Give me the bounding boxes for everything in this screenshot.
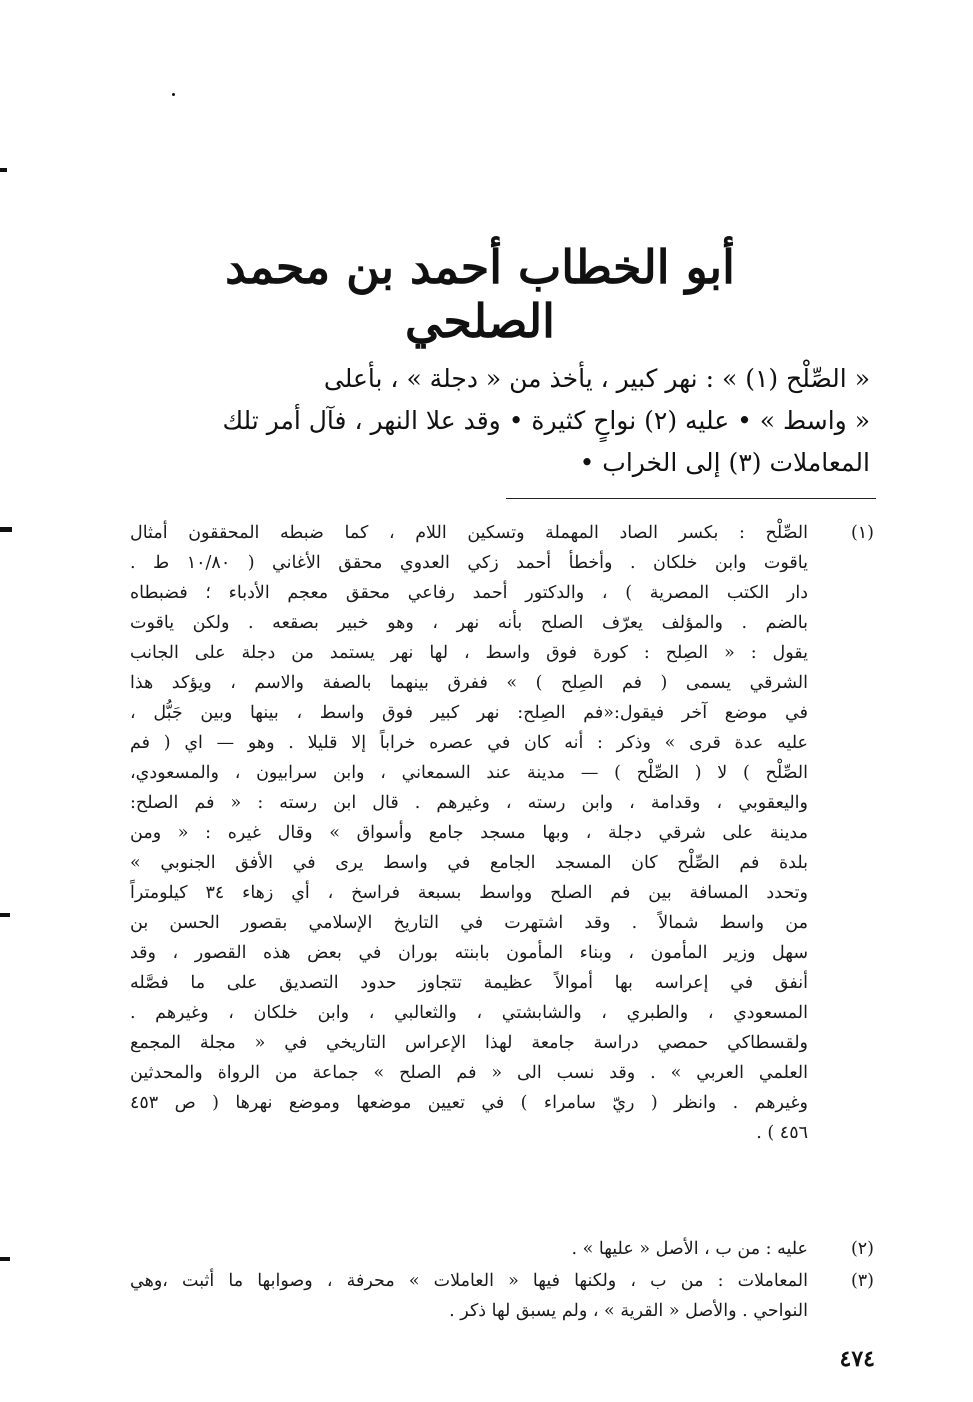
scan-mark [0,913,10,917]
footnote-text [130,1234,808,1264]
footnote-line: سهل وزير المأمون ، وبناء المأمون بابنته بوران في بعض هذه القصور ، وقد [130,943,808,963]
footnote-line: الصِّلْح : بكسر الصاد المهملة وتسكين اللام ، كما ضبطه المحققون أمثال [130,523,808,543]
footnote-line: من واسط شمالاً . وقد اشتهرت في التاريخ الإسلامي بقصور الحسن بن [130,913,808,933]
footnote-line: مدينة على شرقي دجلة ، وبها مسجد جامع وأسواق » وقال غيره : « ومن [130,823,808,843]
footnote-line: ٤٥٦ ) . [756,1123,808,1143]
footnote-line: عليه : من ب ، الأصل « عليها » . [571,1239,808,1259]
footnote-line: العلمي العربي » . وقد نسب الى « فم الصلح » جماعة من الرواة والمحدثين [130,1063,808,1083]
footnote-line: المعاملات : من ب ، ولكنها فيها « العاملات » محرفة ، وصوابها ما أثبت ،وهي [130,1271,808,1291]
footnote-line: في موضع آخر فيقول:«فم الصِلح: نهر كبير فوق واسط ، بينها وبين جَبُّل ، [130,703,808,723]
scan-mark [0,527,12,532]
footnote-line: بالضم . والمؤلف يعرّف الصلح بأنه نهر ، وهو خبير بصقعه . ولكن ياقوت [130,613,808,633]
footnote-line: عليه عدة قرى » وذكر : أنه كان في عصره خراباً إلا قليلا . وهو — اي ( فم [130,733,808,753]
footnote-line: الصِّلْح ) لا ( الصِّلْح ) — مدينة عند السمعاني ، وابن سرابيون ، والمسعودي، [130,763,808,783]
footnote-line: دار الكتب المصرية ) ، والدكتور أحمد رفاعي محقق معجم الأدباء ؛ فضبطاه [130,583,808,603]
footnote-line: الشرقي يسمى ( فم الصِلح ) » ففرق بينهما بالصفة والاسم ، ويؤكد هذا [130,673,808,693]
entry-title: أبو الخطاب أحمد بن محمد الصلحي [225,240,735,348]
footnote-number: (٢) [850,1239,874,1259]
footnote-1 [130,518,874,1238]
footnote-line: وتحدد المسافة بين فم الصلح وواسط بسبعة فراسخ ، أي زهاء ٣٤ كيلومتراً [130,883,808,903]
main-text-line: المعاملات (٣) إلى الخراب • [579,448,870,477]
scan-mark [0,168,7,172]
scan-mark [172,93,175,96]
footnote-2 [130,1234,874,1266]
footnote-line: وغيرهم . وانظر ( ريّ سامراء ) في تعيين موضعها وموضع نهرها ( ص ٤٥٣ [130,1093,808,1113]
scan-mark [0,1257,10,1261]
footnote-text [130,1266,808,1326]
footnote-line: بلدة فم الصِّلْح كان المسجد الجامع في واسط يرى في الأفق الجنوبي » [130,853,808,873]
main-text-line: « الصِّلْح (١) » : نهر كبير ، يأخذ من « دجلة » ، بأعلى [323,364,870,393]
footnote-separator [506,498,876,499]
footnote-3 [130,1266,874,1330]
footnote-line: واليعقوبي ، وقدامة ، وابن رسته ، وغيرهم . قال ابن رسته : « فم الصلح: [130,793,808,813]
footnote-line: يقول : « الصِلح : كورة فوق واسط ، لها نهر يستمد من دجلة على الجانب [130,643,808,663]
footnote-line: المسعودي ، والطبري ، والشابشتي ، والثعالبي ، وابن خلكان ، وغيرهم . [130,1003,808,1023]
page-number: ٤٧٤ [839,1346,875,1372]
footnote-text [130,518,808,1148]
footnote-line: ولقسطاكي حمصي دراسة جامعة لهذا الإعراس التاريخي في « مجلة المجمع [130,1033,808,1053]
footnote-line: النواحي . والأصل « القرية » ، ولم يسبق لها ذكر . [449,1301,808,1321]
footnote-number: (١) [850,523,874,543]
footnote-number: (٣) [850,1271,874,1291]
footnote-line: أنفق في إعراسه بها أموالاً عظيمة تتجاوز حدود التصديق على ما فصَّله [130,973,808,993]
main-text [130,358,870,484]
main-text-line: « واسط » • عليه (٢) نواحٍ كثيرة • وقد علا النهر ، فآل أمر تلك [222,406,870,435]
footnote-line: ياقوت وابن خلكان . وأخطأ أحمد زكي العدوي محقق الأغاني ( ١٠/٨٠ ط . [130,553,808,573]
